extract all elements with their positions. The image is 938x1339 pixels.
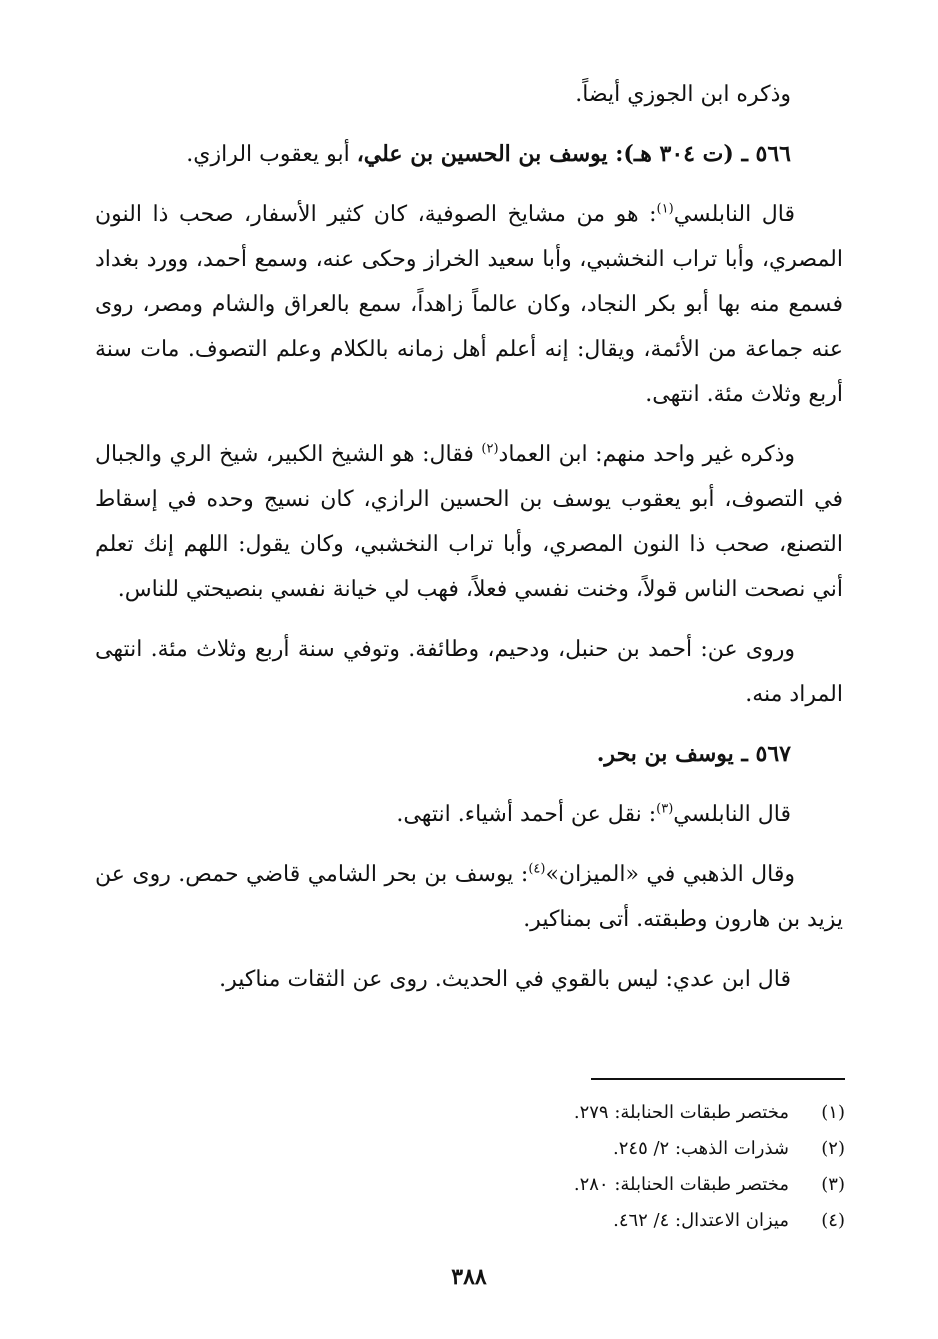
paragraph-narrated-from [95, 627, 843, 717]
footnote-marker-3[interactable]: (٣) [656, 801, 674, 817]
paragraph-text: وذكره ابن الجوزي أيضاً. [575, 82, 791, 107]
footnote-1 [245, 1095, 845, 1131]
footnote-4 [245, 1203, 845, 1239]
footnote-text: مختصر طبقات الحنابلة: ٢٧٩. [573, 1102, 789, 1123]
footnote-number: (٢) [821, 1138, 845, 1159]
paragraph-text: : هو من مشايخ الصوفية، كان كثير الأسفار، صحب ذا النون المصري، وأبا تراب النخشبي، وأبا سعيد الخراز وحكى عنه، وسمع أحمد، وورد بغداد فسمع منه بها أبو بكر النجاد، وكان عالماً زاهداً، سمع بالعراق والشام ومصر، روى عنه جماعة من الأئمة، ويقال: إنه أعلم أهل زمانه بالكلام وعلم التصوف. مات سنة أربع وثلاث مئة. انتهى. [95, 202, 843, 407]
entry-566-kunya: أبو يعقوب الرازي. [186, 142, 357, 167]
footnote-number: (٣) [821, 1174, 845, 1195]
paragraph-text: وقال الذهبي في «الميزان» [545, 862, 795, 887]
footnote-number: (٤) [821, 1210, 845, 1231]
page-number: ٣٨٨ [451, 1264, 487, 1290]
paragraph-text: وذكره غير واحد منهم: ابن العماد [498, 442, 795, 467]
paragraph-ibn-adi [95, 957, 843, 1002]
paragraph-text: قال النابلسي [673, 802, 791, 827]
entry-567-title: ٥٦٧ ـ يوسف بن بحر. [596, 741, 791, 767]
footnote-2 [245, 1131, 845, 1167]
entry-566-title: ٥٦٦ ـ (ت ٣٠٤ هـ): يوسف بن الحسين بن علي، [356, 141, 791, 167]
footnote-text: مختصر طبقات الحنابلة: ٢٨٠. [573, 1174, 789, 1195]
paragraph-text: : يوسف بن بحر الشامي قاضي حمص. روى عن يزيد بن هارون وطبقته. أتى بمناكير. [95, 862, 843, 932]
paragraph-text: قال ابن عدي: ليس بالقوي في الحديث. روى عن الثقات مناكير. [219, 967, 791, 992]
paragraph-ibn-jawzi [95, 72, 843, 117]
paragraph-nabulsi-566 [95, 192, 843, 417]
paragraph-text: قال النابلسي [673, 202, 795, 227]
entry-566-heading [95, 132, 843, 177]
footnote-text: شذرات الذهب: ٢/ ٢٤٥. [613, 1138, 789, 1159]
footnote-marker-1[interactable]: (١) [656, 201, 674, 217]
footnote-3 [245, 1167, 845, 1203]
paragraph-nabulsi-567 [95, 792, 843, 837]
entry-567-heading [95, 732, 843, 777]
paragraph-text: فقال: هو الشيخ الكبير، شيخ الري والجبال في التصوف، أبو يعقوب يوسف بن الحسين الرازي، كان نسيج وحده في إسقاط التصنع، صحب ذا النون المصري، وأبا تراب النخشبي، وكان يقول: اللهم إنك تعلم أني نصحت الناس قولاً، وخنت نفسي فعلاً، فهب لي خيانة نفسي بنصيحتي للناس. [95, 442, 843, 602]
main-text [95, 72, 843, 1017]
footnote-marker-2[interactable]: (٢) [481, 441, 499, 457]
paragraph-ibn-imad [95, 432, 843, 612]
footnote-number: (١) [821, 1102, 845, 1123]
paragraph-text: : نقل عن أحمد أشياء. انتهى. [396, 802, 657, 827]
footnote-divider [591, 1078, 845, 1080]
footnotes [245, 1095, 845, 1239]
footnote-marker-4[interactable]: (٤) [528, 861, 546, 877]
paragraph-text: وروى عن: أحمد بن حنبل، ودحيم، وطائفة. وتوفي سنة أربع وثلاث مئة. انتهى المراد منه. [95, 637, 843, 707]
footnote-text: ميزان الاعتدال: ٤/ ٤٦٢. [613, 1210, 789, 1231]
paragraph-dhahabi [95, 852, 843, 942]
